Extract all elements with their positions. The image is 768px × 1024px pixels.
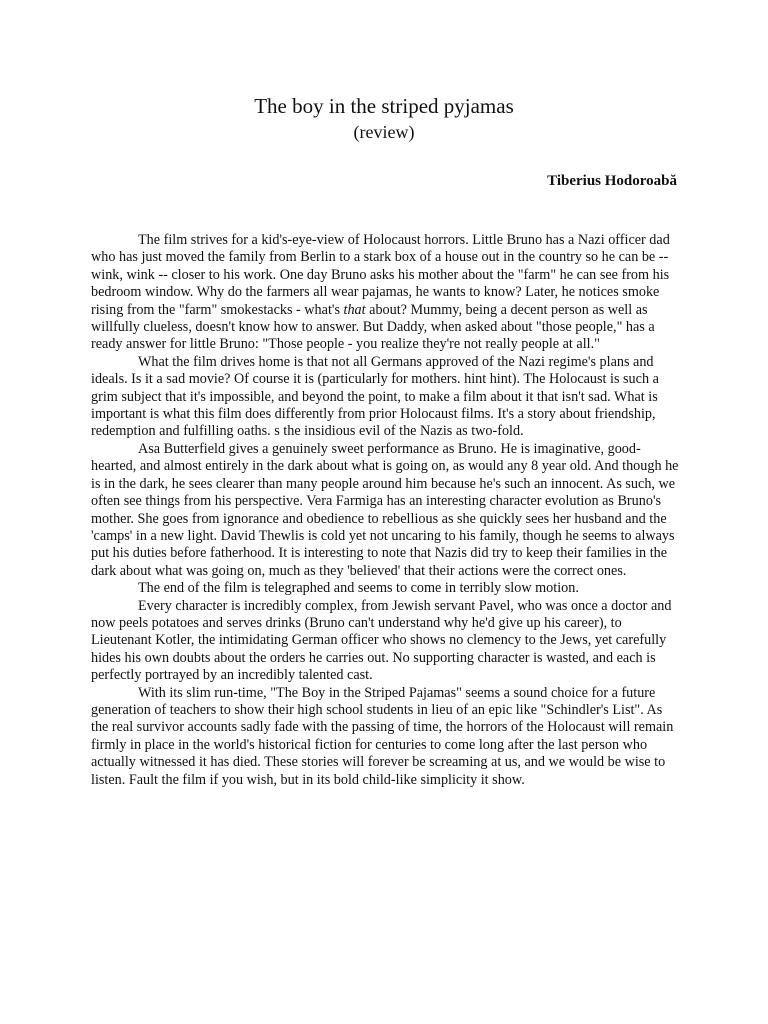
paragraph-1-emphasis: that bbox=[343, 301, 366, 318]
paragraph-1-before: The film strives for a kid's-eye-view of Holocaust horrors. Little Bruno has a Nazi officer dad who has just moved the family from Berlin to a stark box of a house out in the country so he can be -- wink, wink -- closer to his work. One day Bruno asks his mother about the "farm" he can see from his bedroom window. Why do the farmers all wear pajamas, he wants to know? Later, he notices smoke rising from the "farm" smokestacks - what's bbox=[91, 232, 670, 318]
paragraph-1-after: about? Mummy, being a decent person as well as willfully clueless, doesn't know how to answer. But Daddy, when asked about "those people," has a ready answer for little Bruno: "Those people - you realize they're not really people at all." bbox=[91, 301, 655, 353]
document-subtitle: (review) bbox=[353, 122, 415, 142]
paragraph-5: Every character is incredibly complex, from Jewish servant Pavel, who was once a doctor and now peels potatoes and serves drinks (Bruno can't understand why he'd give up his career), to Lieutenant Kotler, the intimidating German officer who shows no clemency to the Jews, yet carefully hides his own doubts about the orders he carries out. No supporting character is wasted, and each is perfectly portrayed by an incredibly talented cast. bbox=[91, 597, 672, 684]
paragraph-1 bbox=[91, 232, 679, 354]
paragraph-2: What the film drives home is that not all Germans approved of the Nazi regime's plans and ideals. Is it a sad movie? Of course it is (particularly for mothers. hint hint). The Holocaust is such a grim subject that it's impossible, and beyond the point, to make a film about it that isn't sad. What is important is what this film does differently from prior Holocaust films. It's a story about friendship, redemption and fulfilling oaths. s the insidious evil of the Nazis as two-fold. bbox=[91, 353, 659, 440]
review-body bbox=[91, 232, 679, 789]
author-name: Tiberius Hodoroabă bbox=[547, 173, 677, 189]
paragraph-3: Asa Butterfield gives a genuinely sweet performance as Bruno. He is imaginative, good-hearted, and almost entirely in the dark about what is going on, as would any 8 year old. And though he is in the dark, he sees clearer than many people around him because he's such an innocent. As such, we often see things from his perspective. Vera Farmiga has an interesting character evolution as Bruno's mother. She goes from ignorance and obedience to rebellious as she quickly sees her husband and the 'camps' in a new light. David Thewlis is cold yet not uncaring to his family, though he seems to always put his duties before fatherhood. It is interesting to note that Nazis did try to keep their families in the dark about what was going on, much as they 'believed' that their actions were the correct ones. bbox=[91, 440, 679, 579]
paragraph-6: With its slim run-time, "The Boy in the Striped Pajamas" seems a sound choice for a future generation of teachers to show their high school students in lieu of an epic like "Schindler's List". As the real survivor accounts sadly fade with the passing of time, the horrors of the Holocaust will remain firmly in place in the world's historical fiction for centuries to come long after the last person who actually witnessed it has died. These stories will forever be screaming at us, and we would be wise to listen. Fault the film if you wish, but in its bold child-like simplicity it show. bbox=[91, 684, 674, 788]
document-title: The boy in the striped pyjamas bbox=[254, 94, 514, 118]
paragraph-4: The end of the film is telegraphed and seems to come in terribly slow motion. bbox=[138, 580, 579, 597]
